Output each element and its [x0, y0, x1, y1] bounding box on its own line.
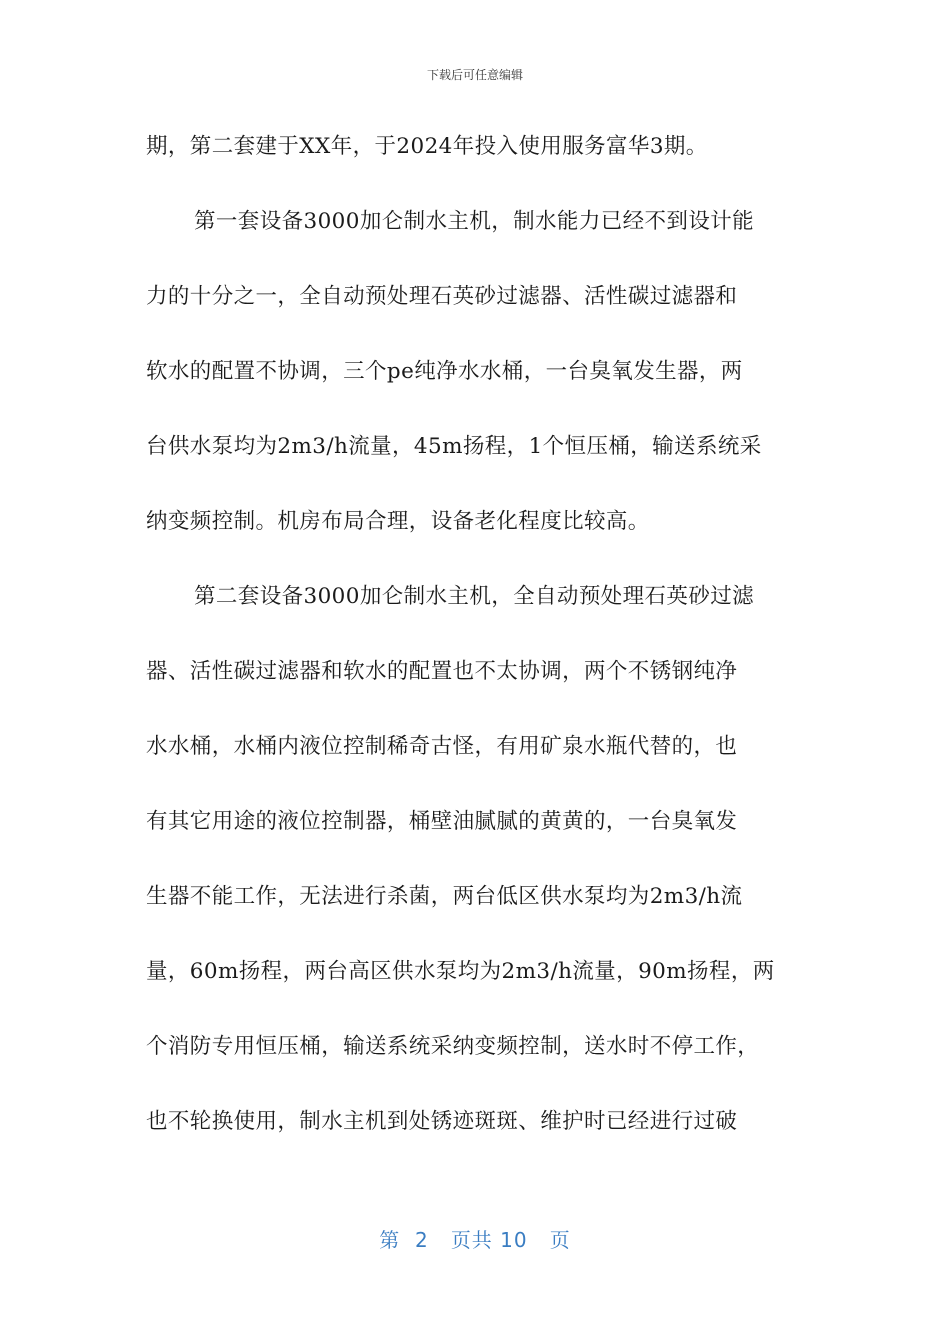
text-line: 器、活性碳过滤器和软水的配置也不太协调，两个不锈钢纯净 — [146, 659, 738, 684]
document-body — [146, 128, 806, 1178]
text-line: 期，第二套建于XX年，于2024年投入使用服务富华3期。 — [146, 134, 708, 159]
text-line: 有其它用途的液位控制器，桶壁油腻腻的黄黄的，一台臭氧发 — [146, 809, 738, 834]
text-line: 生器不能工作，无法进行杀菌，两台低区供水泵均为2m3/h流 — [146, 884, 743, 909]
text-line: 台供水泵均为2m3/h流量，45m扬程，1个恒压桶，输送系统采 — [146, 434, 762, 459]
footer-suffix: 页 — [549, 1228, 571, 1252]
footer-middle: 页共 — [450, 1228, 493, 1252]
text-line: 个消防专用恒压桶，输送系统采纳变频控制，送水时不停工作， — [146, 1034, 760, 1059]
paragraph-start-line: 第二套设备3000加仑制水主机，全自动预处理石英砂过滤 — [194, 584, 755, 609]
current-page-number: 2 — [415, 1228, 429, 1252]
page-number-footer — [0, 1224, 950, 1253]
total-pages-number: 10 — [500, 1228, 528, 1252]
text-line: 软水的配置不协调，三个pe纯净水水桶，一台臭氧发生器，两 — [146, 359, 743, 384]
paragraph-start-line: 第一套设备3000加仑制水主机，制水能力已经不到设计能 — [194, 209, 755, 234]
header-note: 下载后可任意编辑 — [426, 68, 523, 82]
text-line: 力的十分之一，全自动预处理石英砂过滤器、活性碳过滤器和 — [146, 284, 738, 309]
text-line: 纳变频控制。机房布局合理，设备老化程度比较高。 — [146, 509, 650, 534]
text-line: 也不轮换使用，制水主机到处锈迹斑斑、维护时已经进行过破 — [146, 1109, 738, 1134]
text-line: 量，60m扬程，两台高区供水泵均为2m3/h流量，90m扬程，两 — [146, 959, 775, 984]
text-line: 水水桶，水桶内液位控制稀奇古怪，有用矿泉水瓶代替的，也 — [146, 734, 738, 759]
footer-prefix: 第 — [379, 1228, 401, 1252]
